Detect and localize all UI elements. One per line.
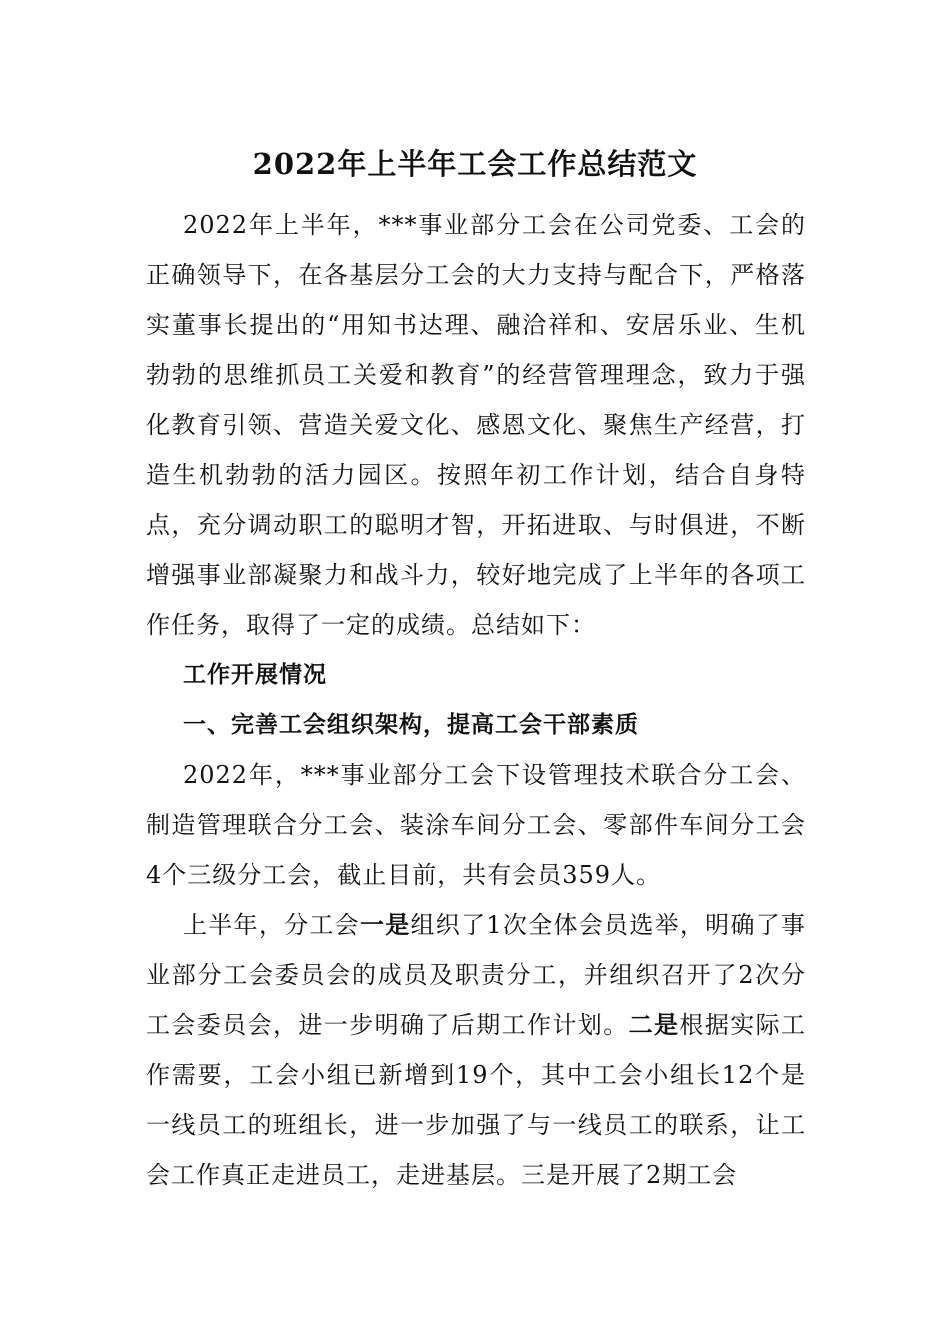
emphasis-second: 二是: [628, 1010, 680, 1039]
document-title: 2022年上半年工会工作总结范文: [252, 147, 698, 181]
paragraph-text: 上半年，分工会: [183, 911, 360, 939]
paragraph-members: 2022年，***事业部分工会下设管理技术联合分工会、制造管理联合分工会、装涂车间分工会、零部件车间分工会4个三级分工会，截止目前，共有会员359人。: [146, 761, 806, 889]
intro-paragraph: 2022年上半年，***事业部分工会在公司党委、工会的正确领导下，在各基层分工会的大力支持与配合下，严格落实董事长提出的“用知书达理、融洽祥和、安居乐业、生机勃勃的思维抓员工关爱和教育”的经营管理理念，致力于强化教育引领、营造关爱文化、感恩文化、聚焦生产经营，打造生机勃勃的活力园区。按照年初工作计划，结合自身特点，充分调动职工的聪明才智，开拓进取、与时俱进，不断增强事业部凝聚力和战斗力，较好地完成了上半年的各项工作任务，取得了一定的成绩。总结如下：: [146, 211, 806, 639]
emphasis-first: 一是: [359, 910, 411, 939]
paragraph-first-half-work: [146, 900, 806, 1200]
section-heading: 工作开展情况: [183, 662, 327, 688]
subsection-heading: 一、完善工会组织架构，提高工会干部素质: [183, 712, 639, 738]
paragraph-text: 组织了1次全体会员选举，明确了事业部分工会委员会的成员及职责分工，并组织召开了2次分工会委员会，进一步明确了后期工作计划。: [146, 911, 806, 1039]
paragraph-text: 根据实际工作需要，工会小组已新增到19个，其中工会小组长12个是一线员工的班组长，进一步加强了与一线员工的联系，让工会工作真正走进员工，走进基层。三是开展了2期工会: [146, 1011, 807, 1189]
